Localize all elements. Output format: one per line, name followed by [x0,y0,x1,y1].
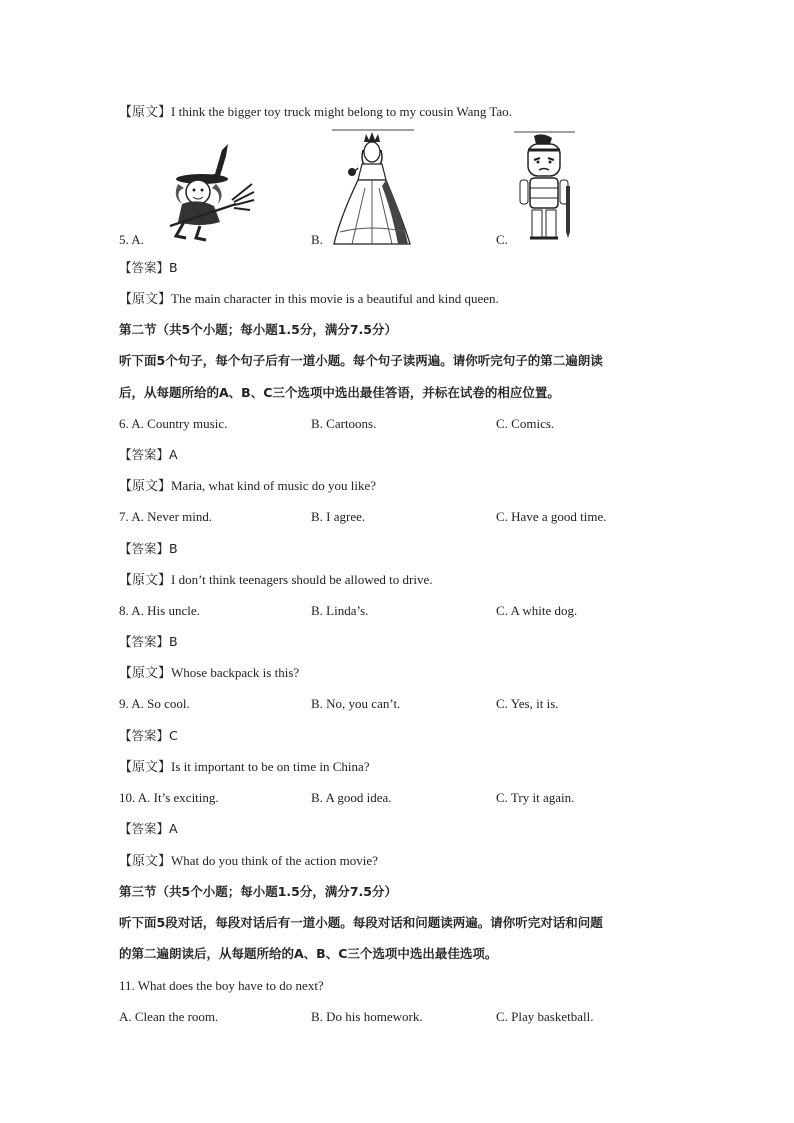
q4-script: 【原文】I think the bigger toy truck might belong to my cousin Wang Tao. [119,104,512,119]
section2-instructions-line2: 后，从每题所给的A、B、C三个选项中选出最佳答语，并标在试卷的相应位置。 [119,385,560,400]
q7-answer: 【答案】B [119,541,178,556]
section3-instructions-line1: 听下面5段对话，每段对话后有一道小题。每段对话和问题读两遍。请你听完对话和问题 [119,915,603,930]
q9-option-b: B. No, you can’t. [311,696,401,711]
q10-option-a: 10. A. It’s exciting. [119,790,219,805]
knight-picture [512,128,577,246]
q9-option-c: C. Yes, it is. [496,696,559,711]
q10-answer: 【答案】A [119,821,178,836]
q10-script: 【原文】What do you think of the action movie? [119,853,378,868]
q8-script: 【原文】Whose backpack is this? [119,665,300,680]
q10-option-b: B. A good idea. [311,790,392,805]
q9-script: 【原文】Is it important to be on time in China? [119,759,370,774]
q11-question: 11. What does the boy have to do next? [119,978,324,993]
q5-option-a-label: A. [131,232,144,247]
q8-answer: 【答案】B [119,634,178,649]
q5-answer: 【答案】B [119,260,178,275]
q5-option-b: B. [311,232,323,247]
section3-instructions-line2: 的第二遍朗读后，从每题所给的A、B、C三个选项中选出最佳选项。 [119,946,498,961]
q7-option-c: C. Have a good time. [496,509,607,524]
q11-option-b: B. Do his homework. [311,1009,423,1024]
queen-picture [330,128,415,246]
section2-heading: 第二节（共5个小题；每小题1.5分，满分7.5分） [119,322,397,337]
section2-instructions-line1: 听下面5个句子，每个句子后有一道小题。每个句子读两遍。请你听完句子的第二遍朗读 [119,353,603,368]
q5-option-c: C. [496,232,508,247]
q5-script: 【原文】The main character in this movie is a beautiful and kind queen. [119,291,499,306]
section3-heading: 第三节（共5个小题；每小题1.5分，满分7.5分） [119,884,397,899]
q7-option-a: 7. A. Never mind. [119,509,213,524]
q11-option-c: C. Play basketball. [496,1009,594,1024]
q6-script: 【原文】Maria, what kind of music do you like? [119,478,377,493]
q5-number: 5. [119,232,129,247]
q7-option-b: B. I agree. [311,509,366,524]
q10-option-c: C. Try it again. [496,790,575,805]
q6-option-c: C. Comics. [496,416,555,431]
q7-script: 【原文】I don’t think teenagers should be allowed to drive. [119,572,433,587]
q8-option-c: C. A white dog. [496,603,578,618]
q5-option-a [119,232,144,248]
witch-picture [160,142,255,242]
q6-option-b: B. Cartoons. [311,416,377,431]
q6-answer: 【答案】A [119,447,178,462]
q9-option-a: 9. A. So cool. [119,696,190,711]
q11-option-a: A. Clean the room. [119,1009,219,1024]
q8-option-b: B. Linda’s. [311,603,369,618]
q9-answer: 【答案】C [119,728,178,743]
q8-option-a: 8. A. His uncle. [119,603,200,618]
q6-option-a: 6. A. Country music. [119,416,228,431]
